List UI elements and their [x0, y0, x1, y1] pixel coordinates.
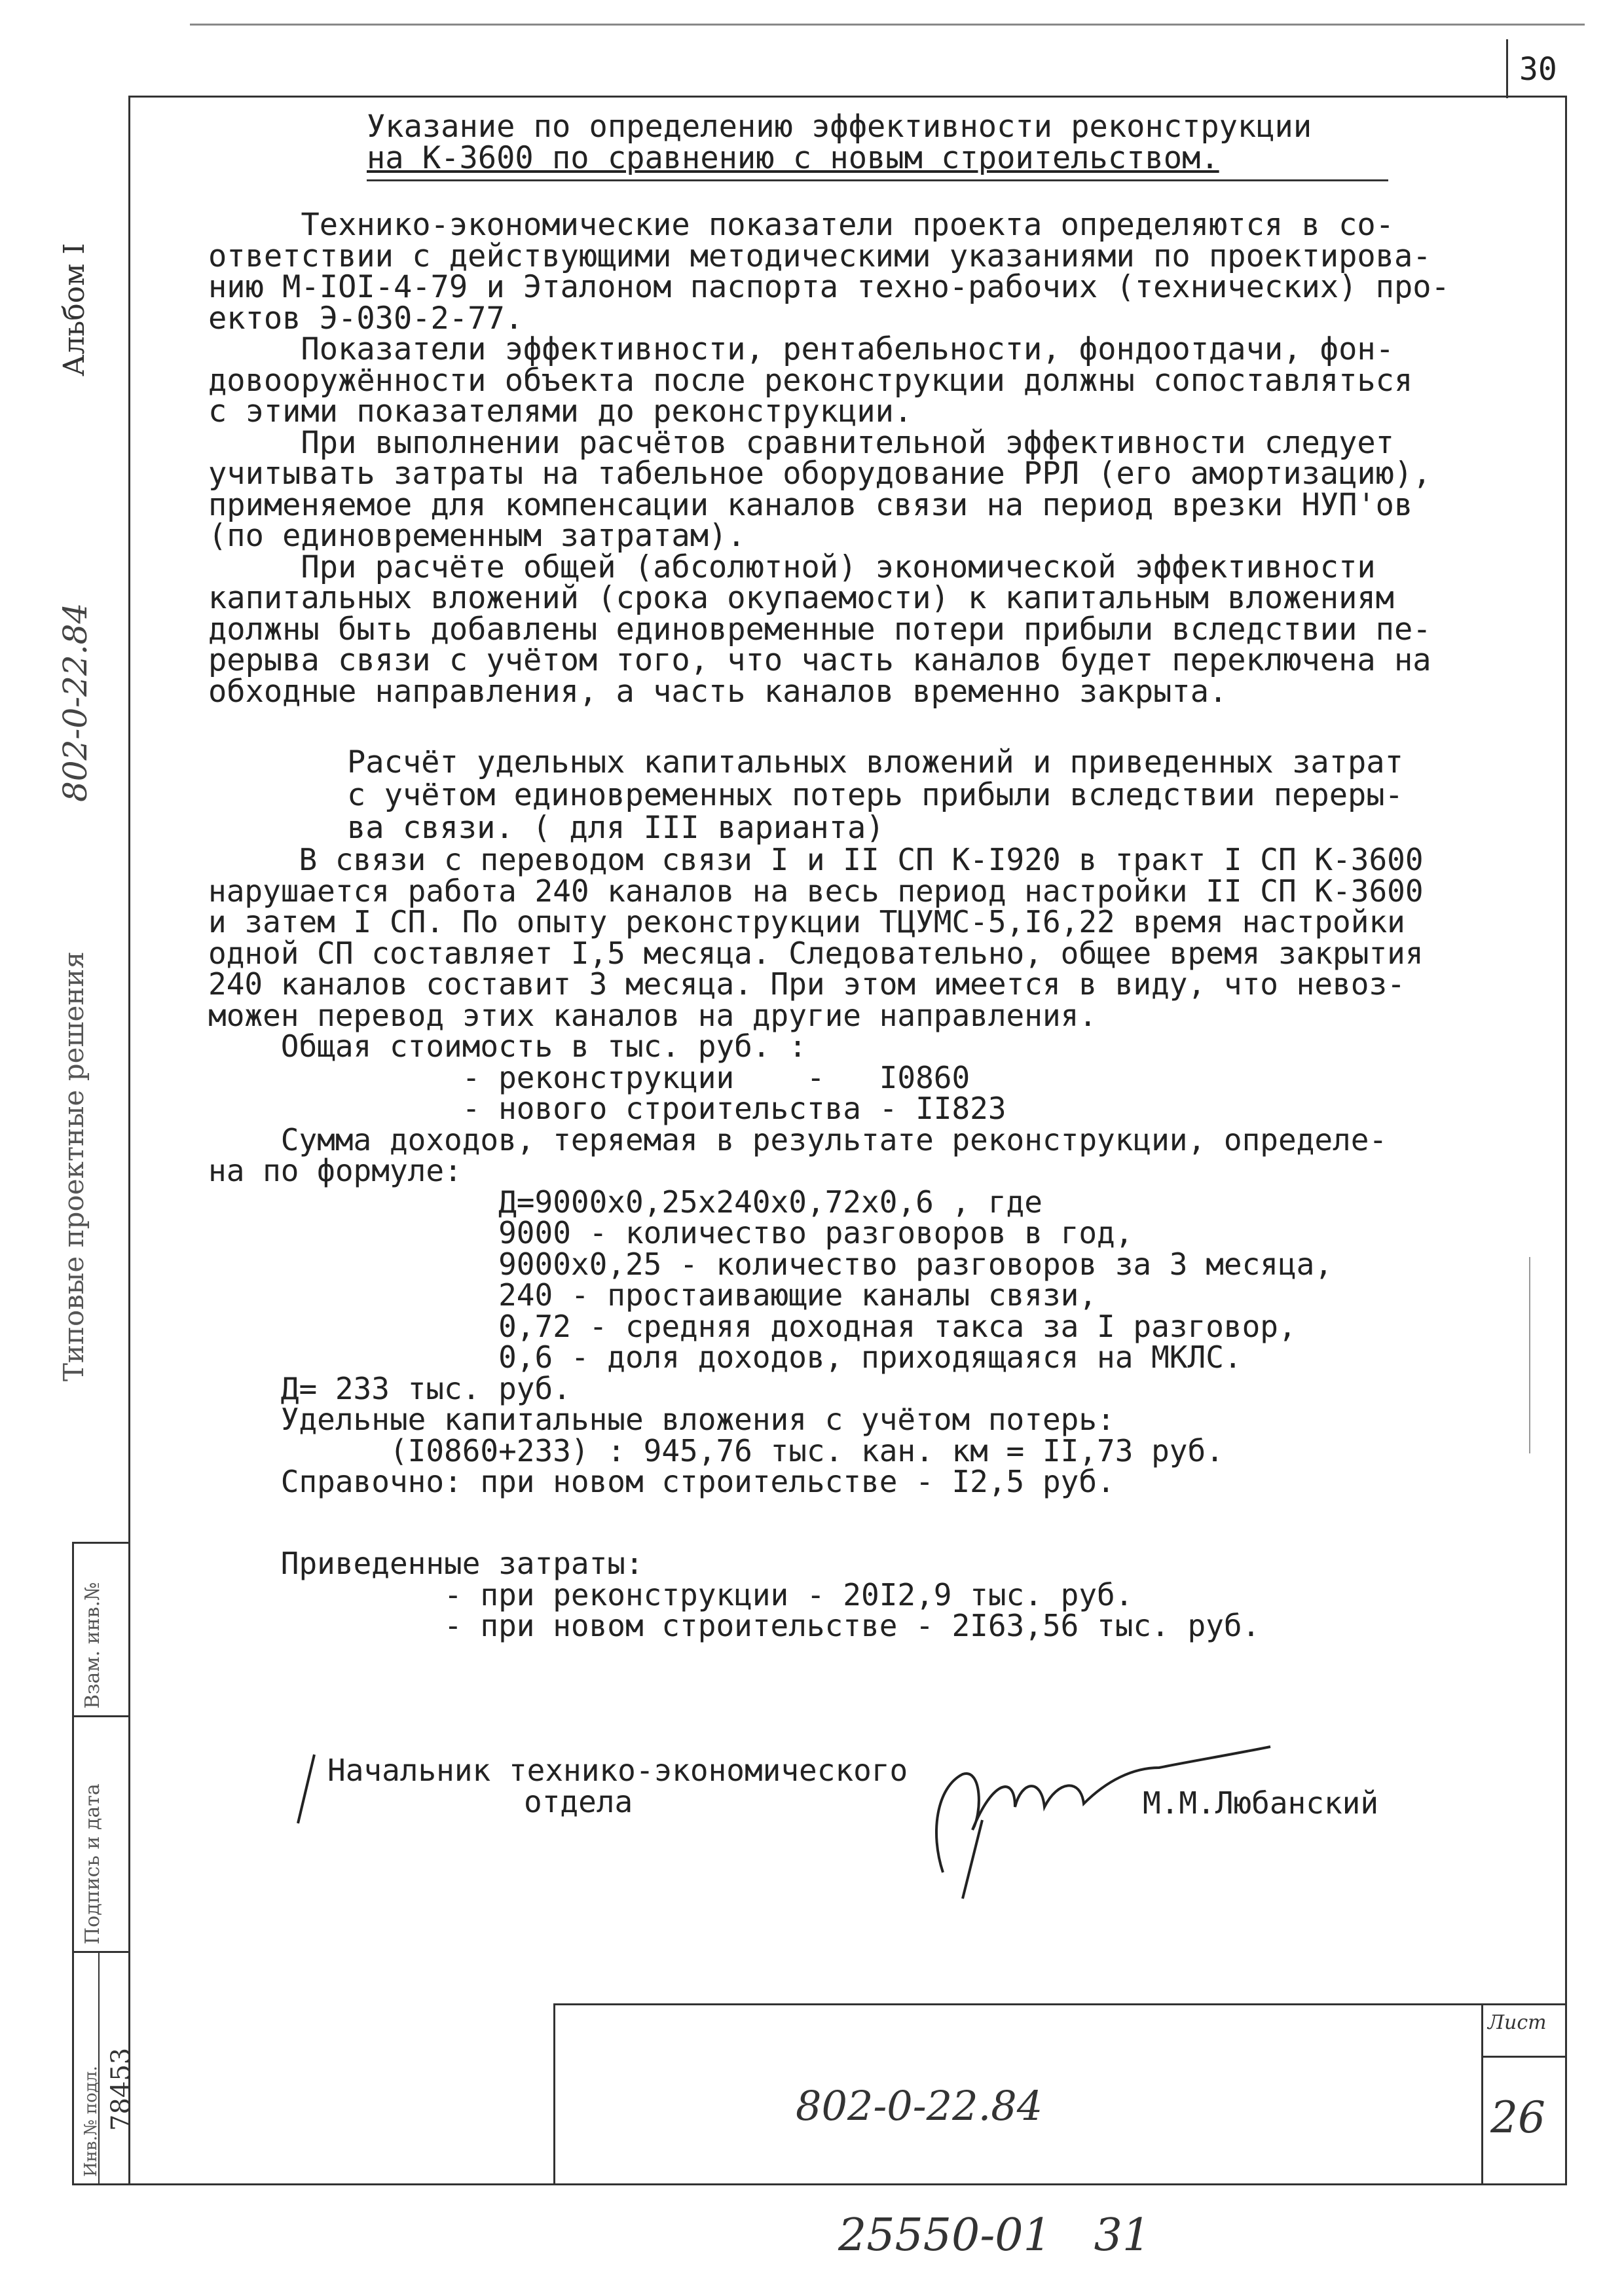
reduced-costs	[208, 1548, 1557, 1642]
calc-line: одной СП составляет I,5 месяца. Следовательно, общее время закрытия	[208, 935, 1424, 971]
costs-line: - при новом строительстве - 2I63,56 тыс. руб.	[208, 1608, 1261, 1643]
side-label-project-code: 802-0-22.84	[56, 602, 94, 802]
body-line: с этими показателями до реконструкции.	[208, 393, 913, 429]
title-underline	[367, 179, 1388, 181]
body-line: ектов Э-030-2-77.	[208, 300, 524, 337]
calc-line: Д= 233 тыс. руб.	[208, 1370, 571, 1406]
calc-line: на по формуле:	[208, 1153, 462, 1188]
title-block-top	[553, 2003, 1566, 2005]
stamp-row-2	[72, 1715, 130, 1717]
calc-line: можен перевод этих каналов на другие направления.	[208, 997, 1098, 1033]
calculation-text	[208, 842, 1557, 1499]
frame-left	[128, 96, 130, 2184]
calc-line: В связи с переводом связи I и II СП К-I920 в тракт I СП К-3600	[208, 842, 1424, 877]
body-line: довооружённости объекта после реконструкции должны сопоставляться	[208, 362, 1413, 399]
doc-title-line2: на К-3600 по сравнению с новым строительством.	[367, 140, 1219, 176]
body-line: применяемое для компенсации каналов связи на период врезки НУП'ов	[208, 486, 1413, 523]
signature-position-line1: Начальник технико-экономического	[327, 1753, 908, 1788]
calc-line: Удельные капитальные вложения с учётом потерь:	[208, 1402, 1115, 1437]
title-block-code: 802-0-22.84	[796, 2082, 1043, 2130]
footer-handwritten-number: 25550-01 31	[838, 2210, 1151, 2261]
stamp-label-sign: Подпись и дата	[81, 1783, 104, 1944]
body-line: капитальных вложений (срока окупаемости) к капитальным вложениям	[208, 580, 1394, 616]
stamp-row-1	[72, 1542, 130, 1544]
calc-line: нарушается работа 240 каналов на весь период настройки II СП К-3600	[208, 873, 1424, 909]
calc-line: 240 - простаивающие каналы связи,	[208, 1277, 1098, 1313]
calc-line: - нового строительства - II823	[208, 1091, 1006, 1126]
body-line: нию М-IOI-4-79 и Эталоном паспорта техно-рабочих (технических) про-	[208, 269, 1450, 305]
stamp-label-inv: Взам. инв.№	[81, 1582, 104, 1709]
title-block-sheet-label: Лист	[1488, 2011, 1547, 2034]
body-line: При расчёте общей (абсолютной) экономической эффективности	[208, 549, 1376, 585]
body-line: ответствии с действующими методическими указаниями по проектирова-	[208, 238, 1431, 274]
top-edge-line	[190, 24, 1585, 26]
calc-line: Д=9000х0,25х240х0,72х0,6 , где	[208, 1184, 1043, 1220]
stamp-number: 78453	[106, 2047, 136, 2131]
body-line: рерыва связи с учётом того, что часть каналов будет переключена на	[208, 642, 1431, 678]
page-number: 30	[1519, 51, 1557, 88]
page-number-box-left	[1506, 39, 1508, 98]
frame-top	[128, 96, 1566, 98]
right-inner-rule	[1529, 1257, 1530, 1453]
body-line: Показатели эффективности, рентабельности, фондоотдачи, фон-	[208, 331, 1394, 367]
side-label-typical: Типовые проектные решения	[58, 951, 90, 1381]
calc-line: 0,6 - доля доходов, приходящаяся на МКЛС.	[208, 1339, 1242, 1375]
costs-line: - при реконструкции - 20I2,9 тыс. руб.	[208, 1576, 1134, 1613]
calc-line: - реконструкции - I0860	[208, 1059, 970, 1095]
handwritten-signature	[288, 1715, 1401, 1905]
body-line: (по единовременным затратам).	[208, 518, 746, 554]
calc-line: 0,72 - средняя доходная такса за I разговор,	[208, 1308, 1297, 1344]
calc-line: и затем I СП. По опыту реконструкции ТЦУМС-5,I6,22 время настройки	[208, 904, 1405, 939]
calc-line: 9000 - количество разговоров в год,	[208, 1215, 1134, 1250]
stamp-label-orig: Инв.№ подл.	[81, 2066, 101, 2177]
title-block-sheet-number: 26	[1490, 2092, 1545, 2143]
title-block-sheet-row	[1481, 2056, 1566, 2058]
signature-position-line2: отдела	[524, 1784, 633, 1819]
doc-title-line1: Указание по определению эффективности реконструкции	[367, 109, 1312, 145]
section-heading-line: с учётом единовременных потерь прибыли вследствии переры-	[347, 777, 1403, 813]
calc-line: Общая стоимость в тыс. руб. :	[208, 1029, 807, 1064]
section-heading	[347, 746, 1403, 845]
calc-line: Сумма доходов, теряемая в результате реконструкции, определе-	[208, 1121, 1388, 1157]
body-line: Технико-экономические показатели проекта определяются в со-	[208, 207, 1394, 243]
title-block-sheet-divider	[1481, 2003, 1483, 2185]
stamp-row-3	[72, 1951, 130, 1953]
signature-name: М.М.Любанский	[1143, 1785, 1379, 1821]
body-line: учитывать затраты на табельное оборудование РРЛ (его амортизацию),	[208, 456, 1431, 492]
costs-line: Приведенные затраты:	[208, 1546, 644, 1581]
calc-line: 240 каналов составит 3 месяца. При этом имеется в виду, что невоз-	[208, 966, 1405, 1002]
calc-line: (I0860+233) : 945,76 тыс. кан. км = II,73 руб.	[208, 1432, 1224, 1468]
body-line: обходные направления, а часть каналов временно закрыта.	[208, 673, 1228, 710]
body-line: должны быть добавлены единовременные потери прибыли вследствии пе-	[208, 611, 1431, 647]
section-heading-line: ва связи. ( для III варианта)	[347, 810, 885, 846]
calc-line: 9000х0,25 - количество разговоров за 3 месяца,	[208, 1246, 1333, 1282]
body-line: При выполнении расчётов сравнительной эффективности следует	[208, 424, 1394, 461]
title-block-left	[553, 2003, 555, 2185]
stamp-col-left	[72, 1542, 74, 2183]
body-text	[208, 207, 1557, 710]
side-label-album: Альбом I	[58, 243, 91, 376]
frame-right	[1565, 96, 1567, 2184]
section-heading-line: Расчёт удельных капитальных вложений и приведенных затрат	[347, 744, 1403, 780]
calc-line: Справочно: при новом строительстве - I2,5 руб.	[208, 1464, 1115, 1499]
frame-bottom	[72, 2183, 1567, 2185]
